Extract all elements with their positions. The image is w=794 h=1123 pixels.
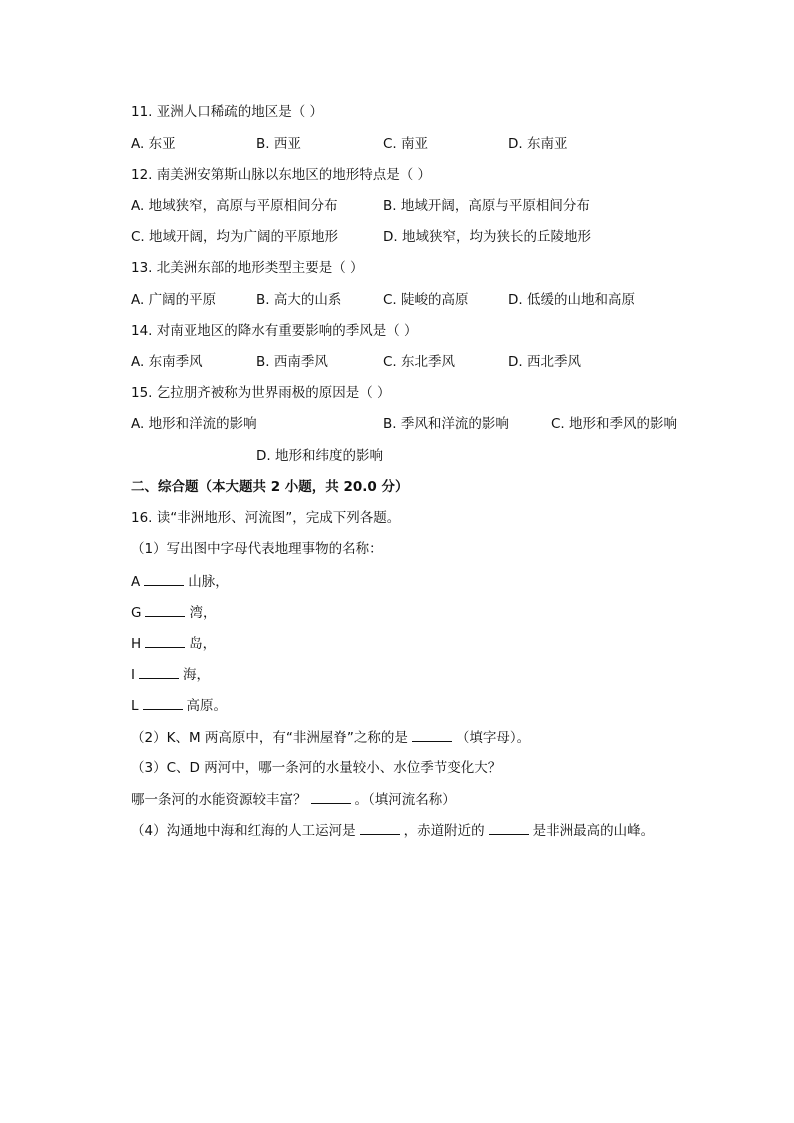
- part2-suffix: （填字母）。: [455, 730, 531, 746]
- option-a: A. 地域狭窄，高原与平原相间分布: [131, 198, 338, 214]
- question-16-stem: 16. 读“非洲地形、河流图”，完成下列各题。: [131, 510, 401, 526]
- option-b: B. 高大的山系: [256, 292, 342, 308]
- fill-letter: A: [131, 574, 141, 590]
- question-16-part3-line2: [131, 791, 456, 807]
- option-b: B. 西南季风: [256, 354, 328, 370]
- part2-text: （2）K、M 两高原中，有“非洲屋脊”之称的是: [131, 730, 408, 746]
- option-a: A. 东南季风: [131, 354, 203, 370]
- fill-suffix: 高原。: [186, 698, 228, 714]
- option-d: D. 东南亚: [508, 136, 568, 152]
- option-a: A. 地形和洋流的影响: [131, 416, 257, 432]
- option-b: B. 季风和洋流的影响: [383, 416, 509, 432]
- answer-blank[interactable]: [139, 666, 179, 679]
- fill-letter: G: [131, 605, 142, 621]
- option-c: C. 南亚: [383, 136, 429, 152]
- option-c: C. 地形和季风的影响: [551, 416, 678, 432]
- part4-mid: ，赤道附近的: [403, 823, 485, 839]
- fill-letter: I: [131, 667, 135, 683]
- question-16-part2: [131, 729, 530, 745]
- question-12-options-row2: [131, 229, 731, 245]
- fill-suffix: 海，: [182, 667, 210, 683]
- question-16-part1: （1）写出图中字母代表地理事物的名称：: [131, 541, 383, 557]
- answer-blank[interactable]: [311, 791, 351, 804]
- question-14-stem: 14. 对南亚地区的降水有重要影响的季风是（ ）: [131, 323, 418, 339]
- section-title: 二、综合题（本大题共 2 小题，共 20.0 分）: [131, 479, 409, 495]
- option-d: D. 西北季风: [508, 354, 581, 370]
- question-11-stem: 11. 亚洲人口稀疏的地区是（ ）: [131, 104, 324, 120]
- question-16-part3-line1: （3）C、D 两河中，哪一条河的水量较小、水位季节变化大？: [131, 760, 502, 776]
- fill-line: [131, 604, 216, 620]
- part3-suffix: 。（填河流名称）: [354, 792, 456, 808]
- part4-text: （4）沟通地中海和红海的人工运河是: [131, 823, 356, 839]
- question-15-options-row1: [131, 416, 731, 432]
- option-d: D. 低缓的山地和高原: [508, 292, 635, 308]
- fill-line: [131, 573, 229, 589]
- answer-blank[interactable]: [144, 573, 184, 586]
- question-15-options-row2: [131, 448, 731, 464]
- option-b: B. 地域开阔，高原与平原相间分布: [383, 198, 590, 214]
- question-13-stem: 13. 北美洲东部的地形类型主要是（ ）: [131, 260, 364, 276]
- answer-blank[interactable]: [143, 697, 183, 710]
- option-a: A. 广阔的平原: [131, 292, 217, 308]
- question-11-options: [131, 136, 731, 152]
- answer-blank[interactable]: [145, 635, 185, 648]
- fill-letter: H: [131, 636, 142, 652]
- fill-letter: L: [131, 698, 139, 714]
- question-16-part4: [131, 822, 654, 838]
- fill-suffix: 山脉，: [188, 574, 229, 590]
- question-12-options-row1: [131, 198, 731, 214]
- option-c: C. 东北季风: [383, 354, 456, 370]
- fill-suffix: 湾，: [189, 605, 217, 621]
- answer-blank[interactable]: [360, 822, 400, 835]
- answer-blank[interactable]: [489, 822, 529, 835]
- fill-line: [131, 635, 216, 651]
- part3-text: 哪一条河的水能资源较丰富？: [131, 792, 307, 808]
- question-14-options: [131, 354, 731, 370]
- option-a: A. 东亚: [131, 136, 176, 152]
- option-c: C. 陡峻的高原: [383, 292, 469, 308]
- question-13-options: [131, 292, 731, 308]
- question-12-stem: 12. 南美洲安第斯山脉以东地区的地形特点是（ ）: [131, 167, 432, 183]
- answer-blank[interactable]: [412, 729, 452, 742]
- part4-suffix: 是非洲最高的山峰。: [532, 823, 655, 839]
- fill-suffix: 岛，: [189, 636, 217, 652]
- option-d: D. 地形和纬度的影响: [256, 448, 383, 464]
- option-c: C. 地域开阔，均为广阔的平原地形: [131, 229, 339, 245]
- fill-line: [131, 666, 210, 682]
- option-d: D. 地域狭窄，均为狭长的丘陵地形: [383, 229, 591, 245]
- question-15-stem: 15. 乞拉朋齐被称为世界雨极的原因是（ ）: [131, 385, 391, 401]
- answer-blank[interactable]: [145, 604, 185, 617]
- option-b: B. 西亚: [256, 136, 301, 152]
- fill-line: [131, 697, 227, 713]
